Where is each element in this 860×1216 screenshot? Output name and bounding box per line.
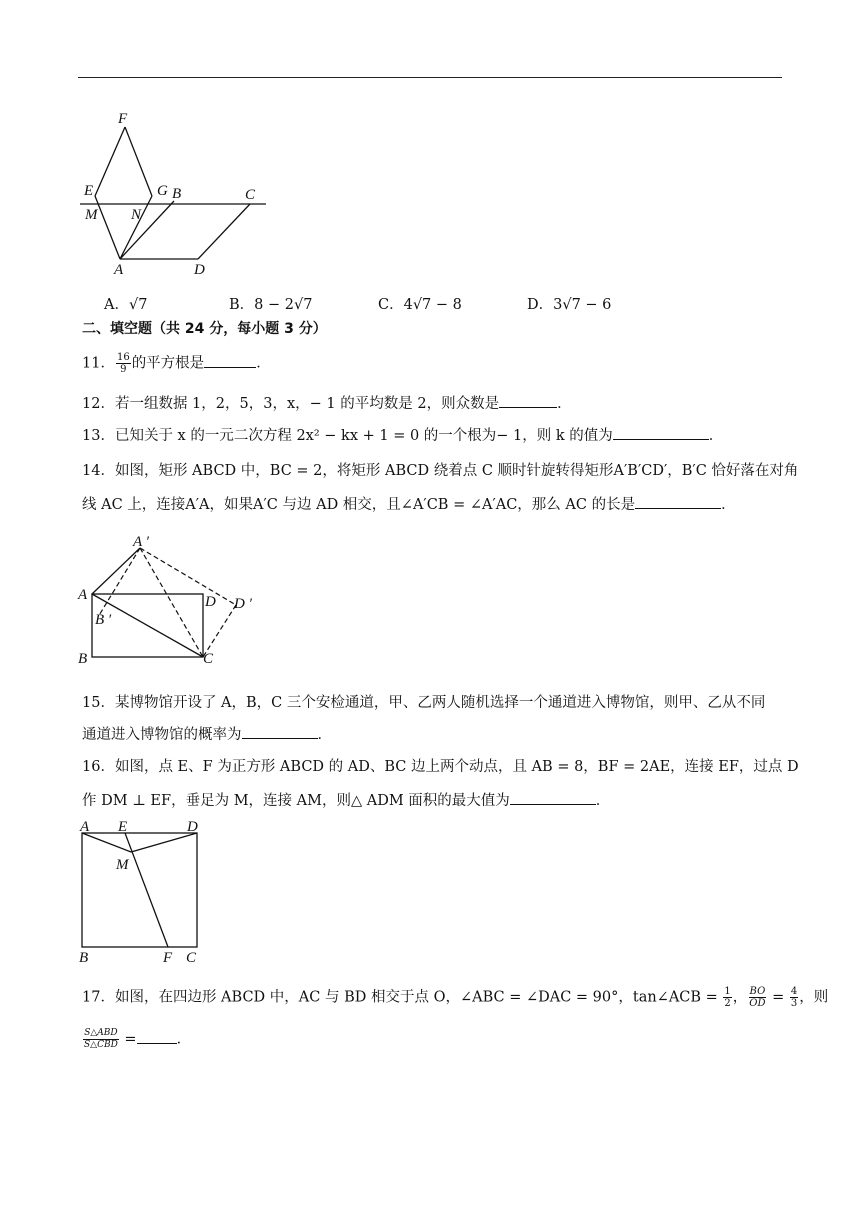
q14-end: ． [721, 497, 736, 513]
q15-text2: 通道进入博物馆的概率为 [82, 727, 242, 743]
figure-rhombus-parallelogram [78, 108, 278, 278]
q17-ratio-fraction [790, 986, 798, 1009]
q16-text2: 作 DM ⊥ EF，垂足为 M，连接 AM，则△ ADM 面积的最大值为 [82, 793, 510, 809]
option-b: B．8 − 2√7 [229, 297, 313, 313]
fig2-label-A-prime: A ′ [133, 534, 149, 550]
q17-r-eq: = [124, 1031, 137, 1048]
q17-sep: ， [732, 989, 748, 1006]
option-c: C．4√7 − 8 [378, 297, 462, 313]
q17-bo-od-fraction [748, 986, 766, 1009]
fig3-label-E: E [118, 819, 128, 835]
fig2-label-B-prime: B ′ [95, 612, 112, 628]
fig3-label-A: A [80, 819, 90, 835]
question-17-line1 [82, 986, 828, 1009]
question-16-line2 [82, 790, 610, 811]
q17-end: ． [176, 1031, 192, 1048]
q17-f3-den: 3 [790, 998, 798, 1009]
q17-f1-den: 2 [724, 998, 731, 1009]
q17-eq: = [772, 989, 785, 1006]
fig1-label-M: M [85, 207, 98, 223]
figure-square-moving-points [76, 814, 210, 966]
fig3-label-C: C [186, 950, 197, 966]
question-15-line2 [82, 724, 332, 745]
section-title: 二、填空题（共 24 分，每小题 3 分） [82, 321, 327, 337]
fig1-label-D: D [194, 262, 205, 278]
q14-answer-blank[interactable] [635, 494, 721, 509]
q14-text2: 线 AC 上，连接A′A，如果A′C 与边 AD 相交，且∠A′CB = ∠A′AC，那么 AC 的长是 [82, 497, 636, 513]
q17-r-num: S△ABD [84, 1028, 118, 1038]
header-rule [78, 77, 782, 78]
fig2-label-B: B [78, 651, 88, 667]
q11-text: 的平方根是 [131, 355, 205, 372]
question-13 [82, 425, 723, 446]
figure-rotated-rectangle [76, 526, 266, 672]
q17-text1: 17．如图，在四边形 ABCD 中，AC 与 BD 相交于点 O，∠ABC = ∠DAC = 90°，tan∠ACB = [82, 989, 718, 1006]
q16-answer-blank[interactable] [510, 790, 596, 805]
fig2-label-D-prime: D ′ [234, 596, 252, 612]
q17-then: ，则 [799, 989, 829, 1006]
q17-f3-num: 4 [790, 986, 798, 997]
fig1-label-E: E [84, 183, 94, 199]
fig1-label-F: F [118, 111, 128, 127]
fig1-label-G: G [157, 183, 168, 199]
question-14-line2 [82, 494, 736, 515]
q12-answer-blank[interactable] [499, 393, 557, 408]
q11-end: ． [256, 355, 271, 372]
q15-answer-blank[interactable] [242, 724, 318, 739]
q11-frac-den: 9 [120, 364, 127, 375]
question-16-line1: 16．如图，点 E、F 为正方形 ABCD 的 AD、BC 边上两个动点，且 AB = 8，BF = 2AE，连接 EF，过点 D [82, 759, 799, 775]
q11-number: 11． [82, 355, 115, 372]
fig3-label-F: F [163, 950, 173, 966]
q13-text: 13．已知关于 x 的一元二次方程 2x² − kx + 1 = 0 的一个根为− 1，则 k 的值为 [82, 428, 613, 444]
fig2-label-D: D [205, 594, 216, 610]
q17-f2-num: BO [749, 986, 766, 997]
fig1-label-C: C [245, 187, 256, 203]
q11-frac-num: 16 [116, 352, 130, 363]
question-17-line2 [82, 1028, 191, 1051]
question-15-line1: 15．某博物馆开设了 A，B，C 三个安检通道，甲、乙两人随机选择一个通道进入博物馆，则甲、乙从不同 [82, 695, 766, 711]
q12-end: ． [557, 396, 572, 412]
fig1-label-B: B [172, 186, 182, 202]
question-11 [82, 352, 271, 375]
fig1-label-N: N [131, 207, 142, 223]
option-a: A．√7 [104, 297, 148, 313]
option-d: D．3√7 − 6 [527, 297, 612, 313]
fig3-label-D: D [187, 819, 198, 835]
fig3-label-M: M [116, 857, 129, 873]
q17-f2-den: OD [749, 998, 766, 1009]
fig2-label-A: A [78, 587, 88, 603]
q13-end: ． [708, 428, 724, 444]
q17-answer-blank[interactable] [137, 1029, 177, 1044]
q17-f1-num: 1 [724, 986, 731, 997]
q11-fraction [116, 352, 131, 375]
fig2-label-C: C [203, 651, 214, 667]
fig3-label-B: B [79, 950, 89, 966]
fig1-label-A: A [114, 262, 124, 278]
q17-area-ratio [83, 1028, 119, 1051]
question-12 [82, 393, 572, 414]
q13-answer-blank[interactable] [613, 425, 709, 440]
q11-answer-blank[interactable] [204, 353, 256, 368]
q12-text: 12．若一组数据 1，2，5，3，x，− 1 的平均数是 2，则众数是 [82, 396, 500, 412]
q17-tan-fraction [723, 986, 731, 1009]
q15-end: ． [317, 727, 332, 743]
q16-end: ． [595, 793, 611, 809]
question-14-line1: 14．如图，矩形 ABCD 中，BC = 2，将矩形 ABCD 绕着点 C 顺时针旋转得矩形A′B′CD′，B′C 恰好落在对角 [82, 463, 799, 479]
q17-r-den: S△CBD [84, 1040, 118, 1050]
